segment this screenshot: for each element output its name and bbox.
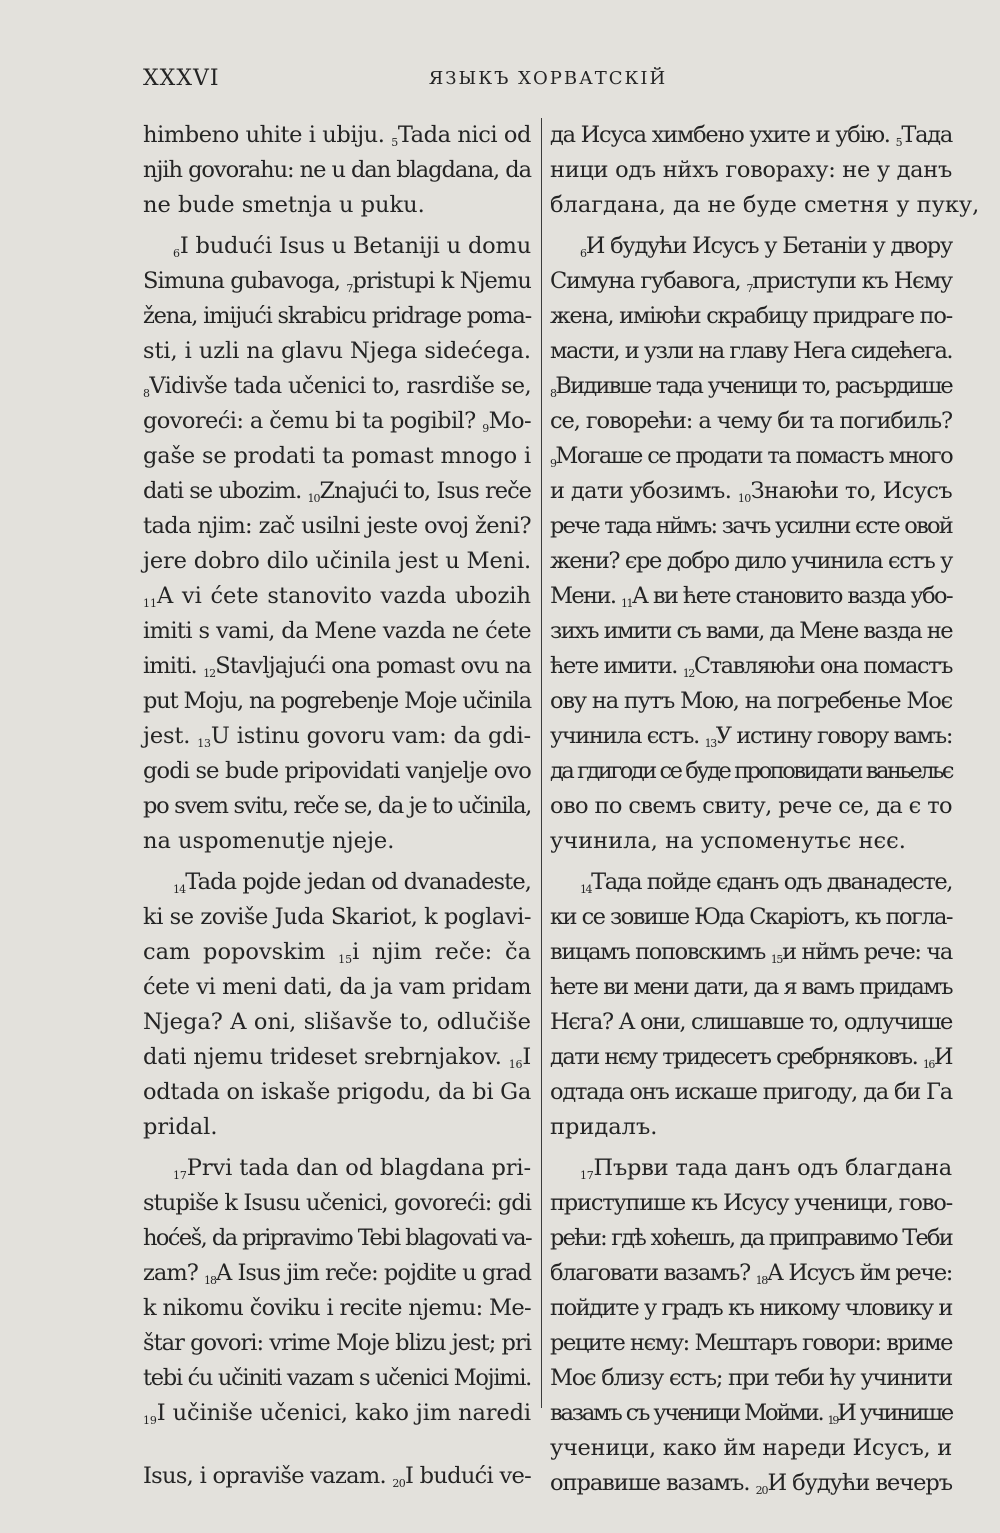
line-text: A vi ćete stanovito vazda ubozih [157,583,531,609]
latin-line [143,789,531,824]
verse-number: 15 [338,953,353,966]
cyrillic-line [550,1186,952,1221]
line-text: Tada nici od [397,122,532,148]
latin-line [143,369,531,404]
line-text: И [933,1044,953,1070]
line-text: И будући вечеръ [767,1470,953,1496]
verse-number: 6 [173,247,180,260]
cyrillic-line [550,404,952,439]
cyrillic-line [550,229,952,264]
line-text: и дати убозимъ. [550,478,738,504]
line-text: dati njemu trideset srebrnjakov. [143,1044,509,1070]
cyrillic-line [550,1075,952,1110]
line-text: реците нєму: Мештаръ говори: вриме [550,1330,952,1356]
line-text: вицамъ поповскимъ [550,939,771,965]
line-text: tada njim: zač usilni jeste ovoj ženi? [143,513,531,539]
line-text: ćete vi meni dati, da ja vam pridam [143,974,531,1000]
line-text: ћете ви мени дати, да я вамъ придамъ [550,974,952,1000]
line-text: Stavljajući ona pomast ovu na [215,653,531,679]
line-text: Тада [901,122,953,148]
line-text: ki se zoviše Juda Skariot, k poglavi- [143,904,531,930]
verse-number: 14 [173,883,186,896]
line-text: пойдите у градъ къ никому чловику и [550,1295,952,1321]
line-text: I učiniše učenici, kako jim naredi [156,1400,532,1426]
line-text: жена, имiюћи скрабицу придраге по- [550,303,952,329]
line-text: да гдигоди се буде проповидати ваньельє [550,758,952,784]
line-text: придалъ. [550,1114,658,1140]
latin-line [143,509,531,544]
cyrillic-line [550,1396,952,1431]
line-text: рећи: гдѣ хоћешъ, да приправимо Теби [550,1225,952,1251]
page-header [143,58,953,98]
verse-number: 15 [770,953,783,966]
latin-line [143,1110,531,1145]
verse-number: 19 [143,1414,157,1427]
line-text: Могаше се продати та помастъ много [555,443,952,469]
line-text: ници одъ нйхъ говораху: не у данъ [550,157,952,183]
line-text: се, говорећи: а чему би та погибиль? [550,408,952,434]
verse-number: 12 [682,667,694,680]
verse-number: 16 [508,1058,523,1071]
latin-line [143,118,531,153]
line-text: Ставляюћи она помастъ [693,653,952,679]
line-text: odtada on iskaše prigodu, da bi Ga [143,1079,531,1105]
line-text: Знаюћи то, Исусъ [750,478,953,504]
verse-number: 10 [307,492,320,505]
latin-line [143,1151,531,1186]
line-text: Isus, i opraviše vazam. [143,1463,393,1489]
latin-line [143,153,531,188]
cyrillic-text-column [550,118,980,1501]
line-text: И будући Исусъ у Бетаніи у двору [585,233,952,259]
cyrillic-line [550,789,952,824]
line-text: štar govori: vrime Moje blizu jest; pri [143,1330,531,1356]
line-text: А Исусъ йм рече: [766,1260,953,1286]
latin-line [143,579,531,614]
latin-line [143,824,531,859]
cyrillic-line [550,1005,952,1040]
line-text: imiti s vami, da Mene vazda ne ćete [143,618,531,644]
cyrillic-line [550,153,952,188]
cyrillic-line [550,334,952,369]
line-text: Mo- [488,408,531,434]
line-text: Симуна губавога, [550,268,747,294]
line-text: jere dobro dilo učinila jest u Meni. [143,548,531,574]
latin-line [143,334,531,369]
verse-number: 6 [580,247,586,260]
verse-number: 7 [346,282,353,295]
cyrillic-line [550,1431,952,1466]
latin-line [143,970,531,1005]
verse-number: 20 [392,1477,405,1490]
cyrillic-line [550,614,952,649]
cyrillic-line [550,1466,952,1501]
latin-line [143,1291,531,1326]
cyrillic-line [550,1326,952,1361]
line-text: ки се зовише Юда Скаріотъ, къ погла- [550,904,952,930]
latin-line [143,649,531,684]
line-text: zam? [143,1260,204,1286]
verse-number: 8 [550,387,556,400]
cyrillic-line [550,1040,952,1075]
latin-line [143,1005,531,1040]
line-text: ученици, како йм нареди Исусъ, и [550,1435,952,1461]
line-text: žena, imijući skrabicu pridrage poma- [143,303,531,329]
page-number: XXXVI [143,66,220,91]
latin-line [143,404,531,439]
verse-number: 12 [203,667,216,680]
cyrillic-line [550,544,952,579]
cyrillic-line [550,299,952,334]
cyrillic-line [550,474,952,509]
cyrillic-line [550,1110,952,1145]
line-text: зихъ имити съ вами, да Мене вазда не [550,618,952,644]
line-text: sti, i uzli na glavu Njega sidećega. [143,338,531,364]
cyrillic-line [550,754,952,789]
line-text: njih govorahu: ne u dan blagdana, da [143,157,531,183]
latin-line [143,1186,531,1221]
line-text: Vidivše tada učenici to, rasrdiše se, [149,373,531,399]
verse-number: 20 [755,1484,768,1497]
cyrillic-line [550,649,952,684]
line-text: Znajući to, Isus reče [319,478,532,504]
latin-line [143,900,531,935]
line-text: приступише къ Исусу ученици, гово- [550,1190,952,1216]
cyrillic-line [550,684,952,719]
verse-number: 8 [143,387,150,400]
line-text: hoćeš, da pripravimo Tebi blagovati va- [143,1225,531,1251]
line-text: I [522,1044,532,1070]
cyrillic-line [550,1361,952,1396]
latin-line [143,439,531,474]
verse-number: 13 [704,737,716,750]
line-text: Моє близу єстъ; при теби ћу учинити [550,1365,952,1391]
verse-number: 9 [482,422,489,435]
cyrillic-line [550,970,952,1005]
verse-number: 10 [737,492,751,505]
cyrillic-line [550,1291,952,1326]
latin-line [143,614,531,649]
running-title: ЯЗЫКЪ ХОРВАТСКІЙ [428,68,668,89]
latin-line [143,264,531,299]
line-text: po svem svitu, reče se, da je to učinila, [143,793,531,819]
line-text: жени? єре добро дило учинила єстъ у [550,548,952,574]
line-text: Simuna gubavoga, [143,268,347,294]
line-text: na uspomenutje njeje. [143,828,395,854]
verse-number: 11 [143,597,157,610]
latin-line [143,719,531,754]
verse-number: 18 [755,1274,767,1287]
line-text: дати нєму тридесетъ сребрняковъ. [550,1044,923,1070]
line-text: k nikomu čoviku i recite njemu: Me- [143,1295,531,1321]
verse-number: 17 [173,1169,187,1182]
line-text: благовати вазамъ? [550,1260,756,1286]
line-text: Мени. [550,583,622,609]
cyrillic-line [550,509,952,544]
line-text: У истину говору вамъ: [715,723,952,749]
line-text: I budući ve- [405,1463,531,1489]
verse-number: 7 [746,282,753,295]
column-divider [541,118,542,1408]
line-text: рече тада нймъ: зачъ усилни єсте овой [550,513,952,539]
line-text: да Исуса химбено ухите и убію. [550,122,896,148]
latin-line [143,935,531,970]
cyrillic-line [550,579,952,614]
line-text: Видивше тада ученици то, расърдише [555,373,952,399]
latin-line [143,299,531,334]
line-text: godi se bude pripovidati vanjelje ovo [143,758,531,784]
cyrillic-line [550,1221,952,1256]
line-text: dati se ubozim. [143,478,308,504]
line-text: A Isus jim reče: pojdite u grad [216,1260,531,1286]
line-text: Tada pojde jedan od dvanadeste, [185,869,531,895]
latin-line [143,754,531,789]
verse-number: 5 [391,136,398,149]
verse-number: 9 [550,457,556,470]
verse-number: 17 [580,1169,594,1182]
latin-line [143,865,531,900]
line-text: Prvi tada dan od blagdana pri- [186,1155,531,1181]
verse-number: 5 [895,136,902,149]
latin-line [143,474,531,509]
latin-line [143,229,531,264]
line-text: учинила єстъ. [550,723,705,749]
cyrillic-line [550,719,952,754]
verse-number: 19 [827,1414,838,1427]
cyrillic-line [550,1151,952,1186]
line-text: ово по свемъ свиту, рече се, да є то [550,793,952,819]
line-text: pristupi k Njemu [352,268,531,294]
latin-line [143,1221,531,1256]
line-text: вазамъ съ ученици Мойми. [550,1400,828,1426]
line-text: cam popovskim [143,939,339,965]
line-text: Тада пойде єданъ одъ дванадесте, [591,869,952,895]
latin-line [143,188,531,223]
cyrillic-line [550,439,952,474]
latin-line [143,1361,531,1396]
cyrillic-line [550,369,952,404]
cyrillic-line [550,900,952,935]
line-text: tebi ću učiniti vazam s učenici Mojimi. [143,1365,531,1391]
cyrillic-line [550,824,952,859]
line-text: учинила, на успоменутьє нєє. [550,828,906,854]
latin-line [143,1256,531,1291]
line-text: масти, и узли на главу Нега сидећега. [550,338,952,364]
cyrillic-line [550,264,952,299]
line-text: ћете имити. [550,653,683,679]
cyrillic-line [550,188,980,223]
latin-line [143,1075,531,1110]
line-text: U istinu govoru vam: da gdi- [210,723,531,749]
line-text: ne bude smetnja u puku. [143,192,425,218]
blank-gap [143,1431,531,1459]
verse-number: 16 [922,1058,934,1071]
cyrillic-line [550,118,952,153]
line-text: и нймъ рече: ча [782,939,952,965]
latin-text-column [143,118,531,1494]
latin-line [143,1396,531,1431]
verse-number: 11 [621,597,632,610]
line-text: Нєга? А они, слишавше то, одлучише [550,1009,952,1035]
line-text: put Moju, na pogrebenje Moje učinila [143,688,531,714]
line-text: Njega? A oni, slišavše to, odlučiše [143,1009,531,1035]
line-text: himbeno uhite i ubiju. [143,122,392,148]
cyrillic-line [550,1256,952,1291]
verse-number: 18 [203,1274,217,1287]
line-text: govoreći: a čemu bi ta pogibil? [143,408,483,434]
line-text: imiti. [143,653,204,679]
line-text: i njim reče: ča [352,939,531,965]
line-text: И учинише [837,1400,952,1426]
latin-line [143,544,531,579]
line-text: gaše se prodati ta pomast mnogo i [143,443,531,469]
line-text: оправише вазамъ. [550,1470,756,1496]
line-text: Първи тада данъ одъ благдана [593,1155,952,1181]
cyrillic-line [550,935,952,970]
line-text: pridal. [143,1114,218,1140]
latin-line [143,1326,531,1361]
verse-number: 13 [197,737,211,750]
verse-number: 14 [580,883,592,896]
latin-line [143,1040,531,1075]
line-text: благдана, да не буде сметня у пуку, [550,192,980,218]
line-text: ову на путъ Мою, на погребенье Моє [550,688,952,714]
latin-line [143,1459,531,1494]
line-text: stupiše k Isusu učenici, govoreći: gdi [143,1190,531,1216]
line-text: приступи къ Нєму [752,268,952,294]
line-text: А ви ћете становито вазда убо- [631,583,952,609]
latin-line [143,684,531,719]
line-text: I budući Isus u Betaniji u domu [179,233,532,259]
cyrillic-line [550,865,952,900]
line-text: одтада онъ искаше пригоду, да би Га [550,1079,952,1105]
line-text: jest. [143,723,198,749]
